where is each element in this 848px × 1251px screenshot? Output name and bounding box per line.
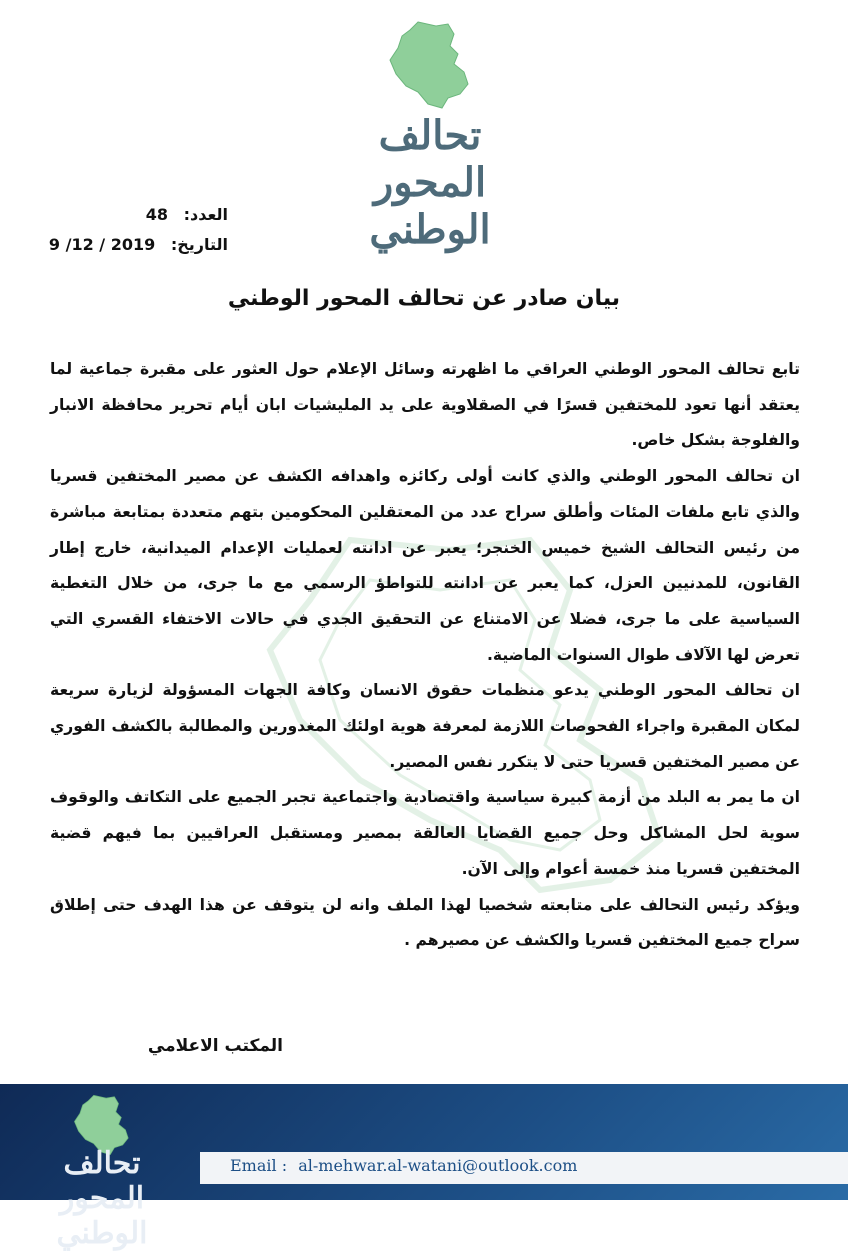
document-meta [49,200,228,260]
date-row [49,230,228,260]
email-label: Email : [230,1156,288,1175]
number-label: العدد: [183,205,228,224]
paragraph: ان تحالف المحور الوطني والذي كانت أولى ركائزه واهدافه الكشف عن مصير المختفين قسريا والذي تابع ملفات المئات وأطلق سراح عدد من المعتقلين المحكومين بتهم متعددة بمتابعة مباشرة من رئيس التحالف الشيخ خميس الخنجر؛ يعبر عن ادانته لعمليات الإعدام الميدانية، خارج إطار القانون، للمدنيين العزل، كما يعبر عن ادانته للتواطؤ الرسمي مع ما جرى، من خلال التغطية السياسية على ما جرى، فضلا عن الامتناع عن التحقيق الجدي في حالات الاختفاء القسري التي تعرض لها الآلاف طوال السنوات الماضية. [50,467,800,664]
footer-logo [22,1094,182,1251]
statement-body [50,352,800,959]
footer-logo-text: تحالف المحور الوطني [56,1146,148,1251]
footer-email-band [200,1152,848,1184]
footer-banner [0,1084,848,1251]
paragraph: تابع تحالف المحور الوطني العراقي ما اظهرته وسائل الإعلام حول العثور على مقبرة جماعية لما يعتقد أنها تعود للمختفين قسرًا في الصقلاوية على يد المليشيات ابان أيام تحرير محافظة الانبار والفلوجة بشكل خاص. [50,360,800,450]
signature: المكتب الاعلامي [147,1036,283,1056]
number-value: 48 [145,205,169,224]
number-row [49,200,228,230]
date-label: التاريخ: [170,235,228,254]
header-logo [330,20,530,253]
iraq-map-icon [388,20,472,110]
logo-calligraphy-text: تحالف المحور الوطني [369,112,491,253]
email-address[interactable]: al-mehwar.al-watani@outlook.com [298,1156,578,1175]
date-value: 9 /12 / 2019 [48,235,156,254]
paragraph: ان تحالف المحور الوطني يدعو منظمات حقوق الانسان وكافة الجهات المسؤولة لزيارة سريعة لمكان المقبرة واجراء الفحوصات اللازمة لمعرفة هوية اولئك المغدورين والمطالبة بالكشف الفوري عن مصير المختفين قسريا حتى لا يتكرر نفس المصير. [50,681,800,771]
paragraph: ويؤكد رئيس التحالف على متابعته شخصيا لهذا الملف وانه لن يتوقف عن هذا الهدف حتى إطلاق سراح جميع المختفين قسريا والكشف عن مصيرهم . [50,895,800,950]
paragraph: ان ما يمر به البلد من أزمة كبيرة سياسية واقتصادية واجتماعية تجبر الجميع على التكاتف والوقوف سوية لحل المشاكل وحل جميع القضايا العالقة بمصير ومستقبل العراقيين بما فيهم قضية المختفين قسريا منذ خمسة أعوام وإلى الآن. [50,788,800,878]
email-line [230,1156,577,1175]
statement-title: بيان صادر عن تحالف المحور الوطني [227,286,621,311]
